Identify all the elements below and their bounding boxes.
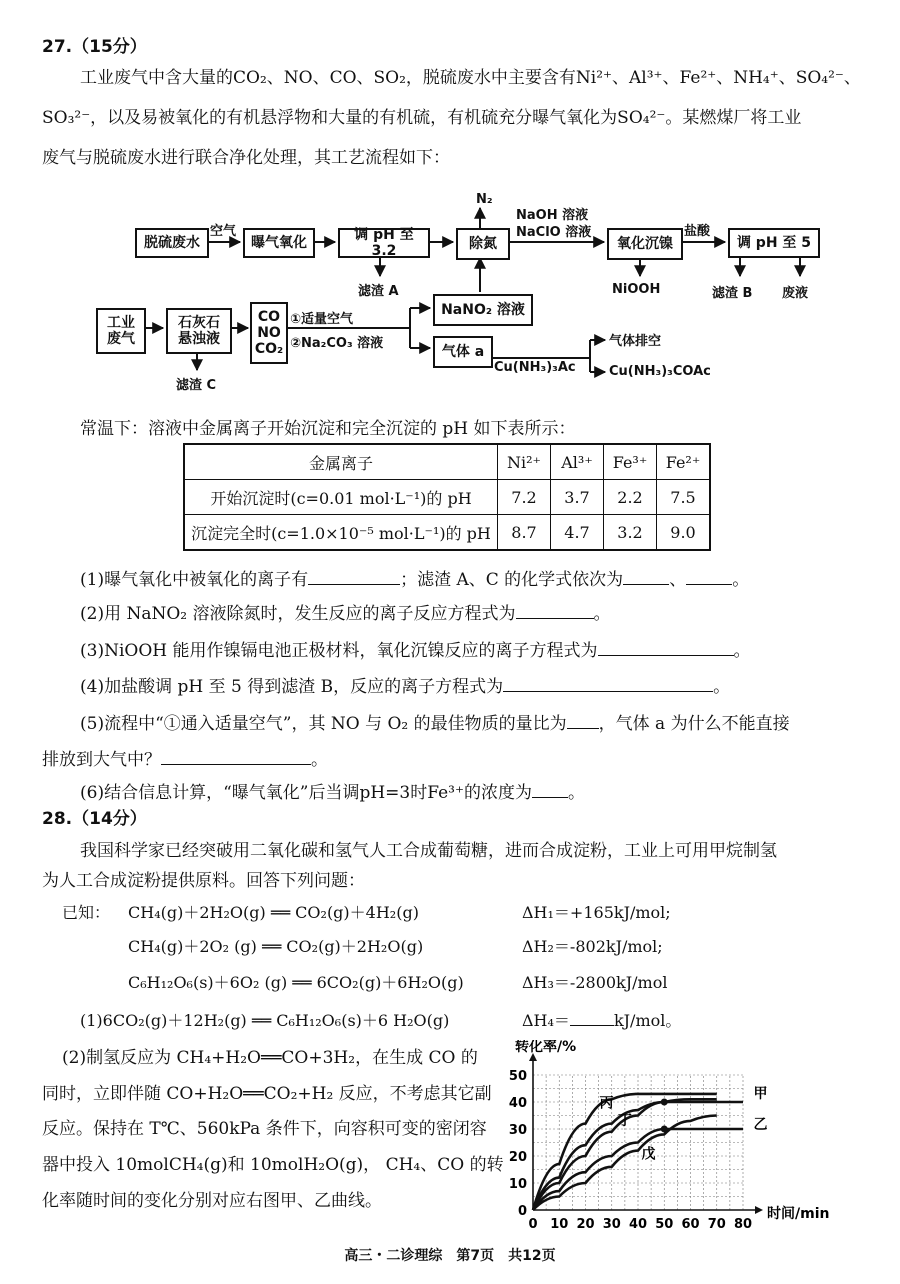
answer-blank [623,568,669,585]
ph-table [183,443,711,551]
q27-subq1-text-a: (1)曝气氧化中被氧化的离子有 [80,570,309,590]
flow-box-shihui [166,308,232,354]
q28-subq2-line4: 器中投入 10molCH₄(g)和 10molH₂O(g)， CH₄、CO 的转 [42,1155,504,1175]
equation-1-enthalpy: ΔH₁＝+165kJ/mol; [522,903,671,922]
y-tick-label: 0 [517,1204,527,1219]
table-cell: Ni²⁺ [498,444,551,480]
flow-box-gongye-line2: 废气 [107,331,135,347]
q27-subq5-text-d: 。 [311,750,328,770]
flow-label-naclo: NaClO 溶液 [516,225,592,240]
answer-blank [532,781,568,798]
table-caption: 常温下：溶液中金属离子开始沉淀和完全沉淀的 pH 如下表所示： [80,419,576,439]
q27-subq5-text-c: 排放到大气中？ [42,750,161,770]
q27-subq6-text-b: 。 [567,783,585,803]
y-tick-label: 40 [508,1096,527,1111]
flow-label-cu-reagent: Cu(NH₃)₃Ac [494,360,576,375]
table-header-row [184,444,710,480]
answer-blank [503,675,713,692]
q27-header: 27.（15分） [42,37,147,57]
flow-box-nano2: NaNO₂ 溶液 [433,294,533,326]
flow-label-naoh: NaOH 溶液 [516,208,589,223]
answer-blank [598,639,734,656]
x-tick-label: 40 [628,1217,648,1232]
q28-subq1-dh: ΔH₄＝ [522,1011,570,1030]
q27-subq4 [80,672,730,697]
q27-subq6 [80,778,585,803]
series-label: 戊 [641,1146,656,1163]
q27-subq4-text-b: 。 [713,677,731,697]
data-point-marker [661,1099,668,1106]
flow-box-gas-a: 气体 a [433,336,493,368]
q27-subq3-text-a: (3)NiOOH 能用作镍镉电池正极材料，氧化沉镍反应的离子方程式为 [80,641,598,661]
table-cell: 7.2 [498,480,551,515]
q28-subq2-line3: 反应。保持在 T℃、560kPa 条件下，向容积可变的密闭容 [42,1119,487,1139]
q27-subq1-text-d: 。 [732,570,750,590]
table-cell: 3.7 [551,480,604,515]
flow-box-tuoliu: 脱硫废水 [135,228,209,258]
q27-subq5-text-b: ，气体 a 为什么不能直接 [598,714,790,734]
flow-label-niooh: NiOOH [612,282,661,297]
q27-subq3 [80,636,751,661]
flow-box-tiaoph32: 调 pH 至 3.2 [338,228,430,258]
q28-subq1: (1)6CO₂(g)＋12H₂(g) ══ C₆H₁₂O₆(s)＋6 H₂O(g) [80,1011,450,1030]
x-tick-label: 0 [528,1217,538,1232]
flow-label-cu-product: Cu(NH₃)₃COAc [609,364,711,379]
x-tick-label: 60 [681,1217,700,1232]
y-tick-label: 30 [508,1123,527,1138]
x-tick-label: 70 [707,1217,726,1232]
process-flowchart [0,190,900,400]
flow-box-yanghua: 氧化沉镍 [607,228,683,260]
table-cell: Fe²⁺ [657,444,711,480]
answer-blank [308,568,400,585]
table-cell: 沉淀完全时(c=1.0×10⁻⁵ mol·L⁻¹)的 pH [184,515,498,551]
equation-2-enthalpy: ΔH₂＝-802kJ/mol; [522,937,663,956]
answer-blank [161,748,311,765]
x-tick-label: 30 [602,1217,621,1232]
q28-subq2-line5: 化率随时间的变化分别对应右图甲、乙曲线。 [42,1191,382,1211]
flow-label-lvzha-b: 滤渣 B [712,286,753,301]
flow-label-lvzha-a: 滤渣 A [358,284,399,299]
table-cell: 2.2 [604,480,657,515]
flow-box-baoqi: 曝气氧化 [243,228,315,258]
equation-1: CH₄(g)＋2H₂O(g) ══ CO₂(g)＋4H₂(g) [128,903,419,922]
flow-box-tiaoph5: 调 pH 至 5 [728,228,820,258]
table-cell: 开始沉淀时(c=0.01 mol·L⁻¹)的 pH [184,480,498,515]
q27-subq5 [80,709,790,734]
table-cell: 8.7 [498,515,551,551]
q28-subq1-answer [522,1008,681,1031]
y-axis-label: 转化率/% [515,1040,577,1055]
table-cell: 3.2 [604,515,657,551]
series-label: 乙 [753,1117,768,1133]
conversion-chart [500,1040,840,1240]
answer-blank [686,568,732,585]
q27-subq1-text-c: 、 [669,570,687,590]
x-axis-label: 时间/min [767,1206,830,1222]
y-tick-label: 20 [508,1150,527,1165]
answer-blank [516,602,594,619]
flow-gas-co: CO [257,309,281,325]
series-label: 丁 [617,1112,632,1129]
x-axis-arrow [755,1206,763,1214]
table-cell: 7.5 [657,480,711,515]
flow-box-chudan: 除氮 [456,228,510,260]
q27-subq1-text-b: ；滤渣 A、C 的化学式依次为 [400,570,624,590]
flow-label-n2: N₂ [476,192,493,207]
q27-subq1 [80,565,749,590]
x-tick-label: 20 [576,1217,595,1232]
q27-subq6-text-a: (6)结合信息计算，“曝气氧化”后当调pH=3时Fe³⁺的浓度为 [80,783,532,803]
x-tick-label: 50 [655,1217,674,1232]
flow-gas-no: NO [257,325,281,341]
flow-label-kongqi: 空气 [210,224,237,239]
flow-label-step1: ①适量空气 [290,312,354,327]
y-tick-label: 10 [508,1177,527,1192]
q27-subq2 [80,599,611,624]
flow-box-shihui-line2: 悬浊液 [178,331,220,347]
q27-intro-line3: 废气与脱硫废水进行联合净化处理，其工艺流程如下： [42,148,450,168]
table-row [184,480,710,515]
flow-box-gongye [96,308,146,354]
flow-box-gongye-line1: 工业 [107,315,135,331]
q28-intro-line1: 我国科学家已经突破用二氧化碳和氢气人工合成葡萄糖，进而合成淀粉，工业上可用甲烷制氢 [80,841,777,861]
q28-subq2-line2: 同时，立即伴随 CO+H₂O══CO₂+H₂ 反应，不考虑其它副 [42,1084,492,1104]
table-cell: 9.0 [657,515,711,551]
flow-label-lvzha-c: 滤渣 C [176,378,217,393]
series-label: 甲 [753,1085,768,1102]
series-label: 丙 [599,1095,614,1112]
q27-subq5-text-a: (5)流程中“①通入适量空气”，其 NO 与 O₂ 的最佳物质的量比为 [80,714,567,734]
q27-subq2-text-a: (2)用 NaNO₂ 溶液除氮时，发生反应的离子反应方程式为 [80,604,516,624]
data-point-marker [661,1126,668,1133]
equation-3-enthalpy: ΔH₃＝-2800kJ/mol [522,973,668,992]
table-cell: 金属离子 [184,444,498,480]
answer-blank [570,1009,614,1026]
flow-label-step2: ②Na₂CO₃ 溶液 [290,336,384,351]
page-footer: 高三・二诊理综 第7页 共12页 [344,1248,556,1264]
q28-subq2-line1: (2)制氢反应为 CH₄+H₂O══CO+3H₂，在生成 CO 的 [62,1048,478,1068]
answer-blank [567,712,599,729]
flow-label-yansuan: 盐酸 [684,224,711,239]
q27-subq2-text-b: 。 [593,604,611,624]
table-row [184,515,710,551]
flow-label-qiti-paikong: 气体排空 [609,334,662,349]
equation-2: CH₄(g)＋2O₂ (g) ══ CO₂(g)＋2H₂O(g) [128,937,424,956]
flow-gas-co2: CO₂ [254,341,284,357]
flow-label-feiye: 废液 [782,286,809,301]
y-tick-label: 50 [508,1069,527,1084]
q27-intro-line2: SO₃²⁻，以及易被氧化的有机悬浮物和大量的有机硫，有机硫充分曝气氧化为SO₄²⁻。某燃煤厂将工业 [42,108,802,128]
known-label: 已知： [62,903,111,922]
flow-box-shihui-line1: 石灰石 [178,315,220,331]
table-cell: 4.7 [551,515,604,551]
q27-subq5-cont [42,745,328,770]
x-tick-label: 80 [733,1217,753,1232]
x-tick-label: 10 [550,1217,569,1232]
q27-subq4-text-a: (4)加盐酸调 pH 至 5 得到滤渣 B，反应的离子方程式为 [80,677,504,697]
equation-3: C₆H₁₂O₆(s)＋6O₂ (g) ══ 6CO₂(g)＋6H₂O(g) [128,973,464,992]
q28-header: 28.（14分） [42,809,147,829]
table-cell: Al³⁺ [551,444,604,480]
table-cell: Fe³⁺ [604,444,657,480]
q27-intro-line1: 工业废气中含大量的CO₂、NO、CO、SO₂，脱硫废水中主要含有Ni²⁺、Al³⁺、Fe²⁺、NH₄⁺、SO₄²⁻、 [80,68,861,88]
q28-intro-line2: 为人工合成淀粉提供原料。回答下列问题： [42,871,365,891]
flow-box-gases [250,302,288,364]
q28-subq1-unit: kJ/mol。 [613,1011,682,1030]
q27-subq3-text-b: 。 [733,641,751,661]
